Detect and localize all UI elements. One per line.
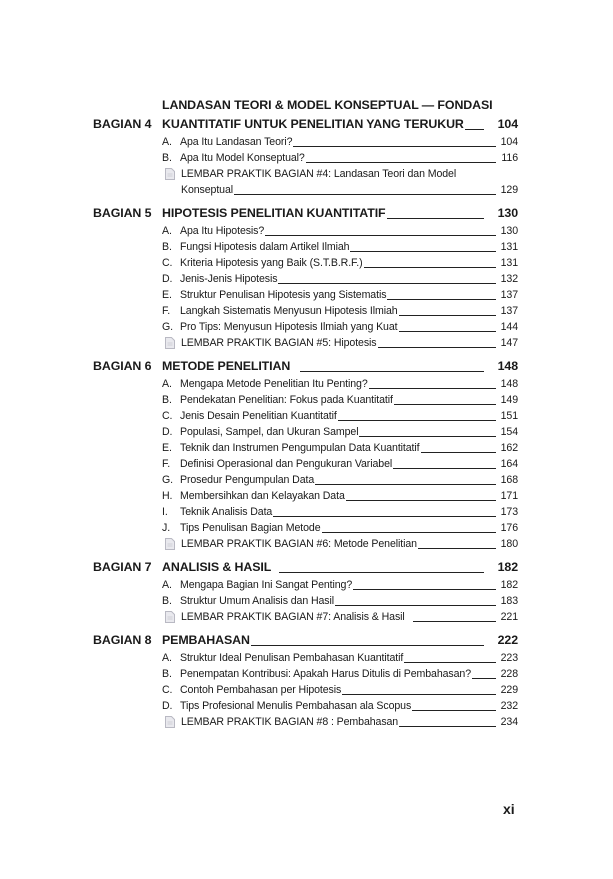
toc-entry[interactable] xyxy=(162,303,518,319)
entry-letter: A. xyxy=(162,378,172,390)
toc-entry[interactable] xyxy=(162,520,518,536)
toc-entry[interactable] xyxy=(162,456,518,472)
chapter-label: BAGIAN 7 xyxy=(93,560,152,574)
chapter-label: BAGIAN 4 xyxy=(93,117,152,131)
page-number: 144 xyxy=(500,321,518,333)
page-number: 164 xyxy=(500,458,518,470)
leader-line xyxy=(421,452,497,453)
entry-letter: D. xyxy=(162,700,173,712)
leader-line xyxy=(306,162,496,163)
page-number: 104 xyxy=(497,117,518,131)
practice-sheet-entry[interactable] xyxy=(162,166,518,198)
toc-entry[interactable] xyxy=(162,424,518,440)
entry-title: Jenis-Jenis Hipotesis xyxy=(180,273,278,285)
chapter-heading[interactable] xyxy=(93,204,518,223)
entry-letter: F. xyxy=(162,458,171,470)
document-icon xyxy=(165,337,175,349)
chapter-title: ANALISIS & HASIL xyxy=(162,560,272,574)
chapter-bagian-6 xyxy=(93,357,518,552)
entry-letter: E. xyxy=(162,442,172,454)
document-icon xyxy=(165,611,175,623)
leader-line xyxy=(335,605,496,606)
practice-title: LEMBAR PRAKTIK BAGIAN #6: Metode Penelitian xyxy=(181,538,417,550)
entry-letter: A. xyxy=(162,652,172,664)
entry-title: Struktur Umum Analisis dan Hasil xyxy=(180,595,334,607)
practice-sheet-entry[interactable] xyxy=(162,536,518,552)
chapter-label: BAGIAN 5 xyxy=(93,206,152,220)
leader-line xyxy=(399,726,496,727)
entry-title: Definisi Operasional dan Pengukuran Variabel xyxy=(180,458,393,470)
entry-title: Apa Itu Hipotesis? xyxy=(180,225,265,237)
document-icon xyxy=(165,538,175,550)
entry-letter: G. xyxy=(162,321,173,333)
entry-title: Mengapa Bagian Ini Sangat Penting? xyxy=(180,579,353,591)
toc-entry[interactable] xyxy=(162,577,518,593)
leader-line xyxy=(359,436,496,437)
entry-title: Pro Tips: Menyusun Hipotesis Ilmiah yang Kuat xyxy=(180,321,398,333)
leader-line xyxy=(369,388,496,389)
entry-title: Membersihkan dan Kelayakan Data xyxy=(180,490,345,502)
toc-entry[interactable] xyxy=(162,472,518,488)
entry-letter: B. xyxy=(162,152,172,164)
page-number: 228 xyxy=(500,668,518,680)
page-number: 130 xyxy=(497,206,518,220)
entry-letter: G. xyxy=(162,474,173,486)
leader-line xyxy=(465,129,484,130)
toc-entry[interactable] xyxy=(162,239,518,255)
page-number: 131 xyxy=(500,257,518,269)
entry-letter: J. xyxy=(162,522,171,534)
page-number: 148 xyxy=(497,359,518,373)
leader-line xyxy=(387,299,496,300)
entry-title: Tips Profesional Menulis Pembahasan ala Scopus xyxy=(180,700,412,712)
page-number: 223 xyxy=(500,652,518,664)
chapter-bagian-5 xyxy=(93,204,518,351)
leader-line xyxy=(472,678,496,679)
page-number: 130 xyxy=(500,225,518,237)
leader-line xyxy=(350,251,496,252)
toc-entry[interactable] xyxy=(162,223,518,239)
page-number: 162 xyxy=(500,442,518,454)
toc-entry[interactable] xyxy=(162,319,518,335)
toc-entry[interactable] xyxy=(162,440,518,456)
page-number: 232 xyxy=(500,700,518,712)
toc-entry[interactable] xyxy=(162,255,518,271)
leader-line xyxy=(278,283,496,284)
toc-entry[interactable] xyxy=(162,650,518,666)
entry-letter: A. xyxy=(162,579,172,591)
chapter-title: KUANTITATIF UNTUK PENELITIAN YANG TERUKUR xyxy=(162,117,464,131)
leader-line xyxy=(234,194,496,195)
entry-letter: A. xyxy=(162,225,172,237)
leader-line xyxy=(412,710,496,711)
chapter-bagian-4 xyxy=(93,96,518,198)
page-number: 176 xyxy=(500,522,518,534)
entry-title: Teknik dan Instrumen Pengumpulan Data Kuantitatif xyxy=(180,442,420,454)
document-icon xyxy=(165,168,175,180)
page-number: 234 xyxy=(500,716,518,728)
entry-letter: C. xyxy=(162,684,173,696)
toc-entry[interactable] xyxy=(162,287,518,303)
page-number: 116 xyxy=(501,152,518,164)
practice-sheet-entry[interactable] xyxy=(162,714,518,730)
page-number: 229 xyxy=(500,684,518,696)
chapter-heading[interactable] xyxy=(93,96,518,134)
page-number: 183 xyxy=(500,595,518,607)
practice-sheet-entry[interactable] xyxy=(162,609,518,625)
toc-entry[interactable] xyxy=(162,488,518,504)
page-number: 151 xyxy=(500,410,518,422)
entry-title: Apa Itu Landasan Teori? xyxy=(180,136,293,148)
chapter-bagian-7 xyxy=(93,558,518,625)
toc-entry[interactable] xyxy=(162,682,518,698)
leader-line xyxy=(413,621,496,622)
entry-letter: C. xyxy=(162,257,173,269)
leader-line xyxy=(387,218,484,219)
chapter-title: LANDASAN TEORI & MODEL KONSEPTUAL — FONDASI xyxy=(162,98,493,112)
entry-letter: B. xyxy=(162,668,172,680)
chapter-heading[interactable] xyxy=(93,357,518,376)
entry-letter: A. xyxy=(162,136,172,148)
toc-entry[interactable] xyxy=(162,150,518,166)
chapter-bagian-8 xyxy=(93,631,518,730)
leader-line xyxy=(418,548,496,549)
entry-letter: B. xyxy=(162,241,172,253)
toc-entry[interactable] xyxy=(162,698,518,714)
entry-letter: D. xyxy=(162,426,173,438)
entry-letter: B. xyxy=(162,394,172,406)
leader-line xyxy=(399,331,497,332)
entry-letter: D. xyxy=(162,273,173,285)
entry-letter: E. xyxy=(162,289,172,301)
entry-title: Penempatan Kontribusi: Apakah Harus Ditulis di Pembahasan? xyxy=(180,668,472,680)
leader-line xyxy=(378,347,497,348)
entry-title: Jenis Desain Penelitian Kuantitatif xyxy=(180,410,337,422)
page-number: 154 xyxy=(500,426,518,438)
entry-title: Tips Penulisan Bagian Metode xyxy=(180,522,321,534)
chapter-label: BAGIAN 6 xyxy=(93,359,152,373)
practice-title: LEMBAR PRAKTIK BAGIAN #4: Landasan Teori dan Model xyxy=(181,168,457,180)
entry-title: Teknik Analisis Data xyxy=(180,506,273,518)
leader-line xyxy=(353,589,496,590)
toc-entry[interactable] xyxy=(162,666,518,682)
leader-line xyxy=(273,516,496,517)
toc-entry[interactable] xyxy=(162,271,518,287)
entry-letter: B. xyxy=(162,595,172,607)
entry-title: Fungsi Hipotesis dalam Artikel Ilmiah xyxy=(180,241,350,253)
entry-title: Contoh Pembahasan per Hipotesis xyxy=(180,684,342,696)
page-number: 104 xyxy=(500,136,518,148)
chapter-title: PEMBAHASAN xyxy=(162,633,250,647)
entry-letter: C. xyxy=(162,410,173,422)
toc-entry[interactable] xyxy=(162,593,518,609)
entry-title: Kriteria Hipotesis yang Baik (S.T.B.R.F.) xyxy=(180,257,363,269)
leader-line xyxy=(394,404,496,405)
page-number: 182 xyxy=(500,579,518,591)
practice-title: LEMBAR PRAKTIK BAGIAN #7: Analisis & Hasil xyxy=(181,611,405,623)
page-number: 182 xyxy=(497,560,518,574)
page-number: 180 xyxy=(500,538,518,550)
chapter-title: METODE PENELITIAN xyxy=(162,359,291,373)
entry-title: Struktur Penulisan Hipotesis yang Sistematis xyxy=(180,289,387,301)
entry-letter: I. xyxy=(162,506,168,518)
practice-title: LEMBAR PRAKTIK BAGIAN #8 : Pembahasan xyxy=(181,716,399,728)
page-number: 137 xyxy=(500,289,518,301)
toc-entry[interactable] xyxy=(162,408,518,424)
chapter-title: HIPOTESIS PENELITIAN KUANTITATIF xyxy=(162,206,386,220)
chapter-heading[interactable] xyxy=(93,558,518,577)
entry-title: Pendekatan Penelitian: Fokus pada Kuantitatif xyxy=(180,394,393,406)
page-number: 171 xyxy=(500,490,518,502)
leader-line xyxy=(342,694,496,695)
leader-line xyxy=(265,235,496,236)
leader-line xyxy=(279,572,484,573)
leader-line xyxy=(399,315,496,316)
page-number: 131 xyxy=(500,241,518,253)
page-number: 221 xyxy=(500,611,518,623)
page-number: 168 xyxy=(500,474,518,486)
entry-title: Prosedur Pengumpulan Data xyxy=(180,474,315,486)
leader-line xyxy=(251,645,484,646)
table-of-contents xyxy=(93,96,518,736)
leader-line xyxy=(393,468,496,469)
page-number: 132 xyxy=(500,273,518,285)
page-number: 149 xyxy=(500,394,518,406)
entry-title: Langkah Sistematis Menyusun Hipotesis Ilmiah xyxy=(180,305,398,317)
entry-title: Mengapa Metode Penelitian Itu Penting? xyxy=(180,378,368,390)
leader-line xyxy=(346,500,496,501)
leader-line xyxy=(322,532,496,533)
page-folio: xi xyxy=(503,801,515,817)
leader-line xyxy=(338,420,496,421)
page-number: 173 xyxy=(500,506,518,518)
toc-entry[interactable] xyxy=(162,504,518,520)
page-number: 148 xyxy=(500,378,518,390)
entry-title: Struktur Ideal Penulisan Pembahasan Kuantitatif xyxy=(180,652,404,664)
document-icon xyxy=(165,716,175,728)
leader-line xyxy=(364,267,496,268)
leader-line xyxy=(315,484,496,485)
entry-letter: H. xyxy=(162,490,173,502)
leader-line xyxy=(300,371,484,372)
page-number: 147 xyxy=(500,337,518,349)
leader-line xyxy=(404,662,496,663)
toc-entry[interactable] xyxy=(162,376,518,392)
practice-sheet-entry[interactable] xyxy=(162,335,518,351)
page-number: 222 xyxy=(497,633,518,647)
practice-title: LEMBAR PRAKTIK BAGIAN #5: Hipotesis xyxy=(181,337,377,349)
toc-entry[interactable] xyxy=(162,392,518,408)
entry-title: Apa Itu Model Konseptual? xyxy=(180,152,305,164)
leader-line xyxy=(293,146,496,147)
toc-entry[interactable] xyxy=(162,134,518,150)
chapter-label: BAGIAN 8 xyxy=(93,633,152,647)
entry-title: Populasi, Sampel, dan Ukuran Sampel xyxy=(180,426,359,438)
chapter-heading[interactable] xyxy=(93,631,518,650)
page-number: 137 xyxy=(500,305,518,317)
practice-title: Konseptual xyxy=(181,184,234,196)
entry-letter: F. xyxy=(162,305,171,317)
page-number: 129 xyxy=(500,184,518,196)
